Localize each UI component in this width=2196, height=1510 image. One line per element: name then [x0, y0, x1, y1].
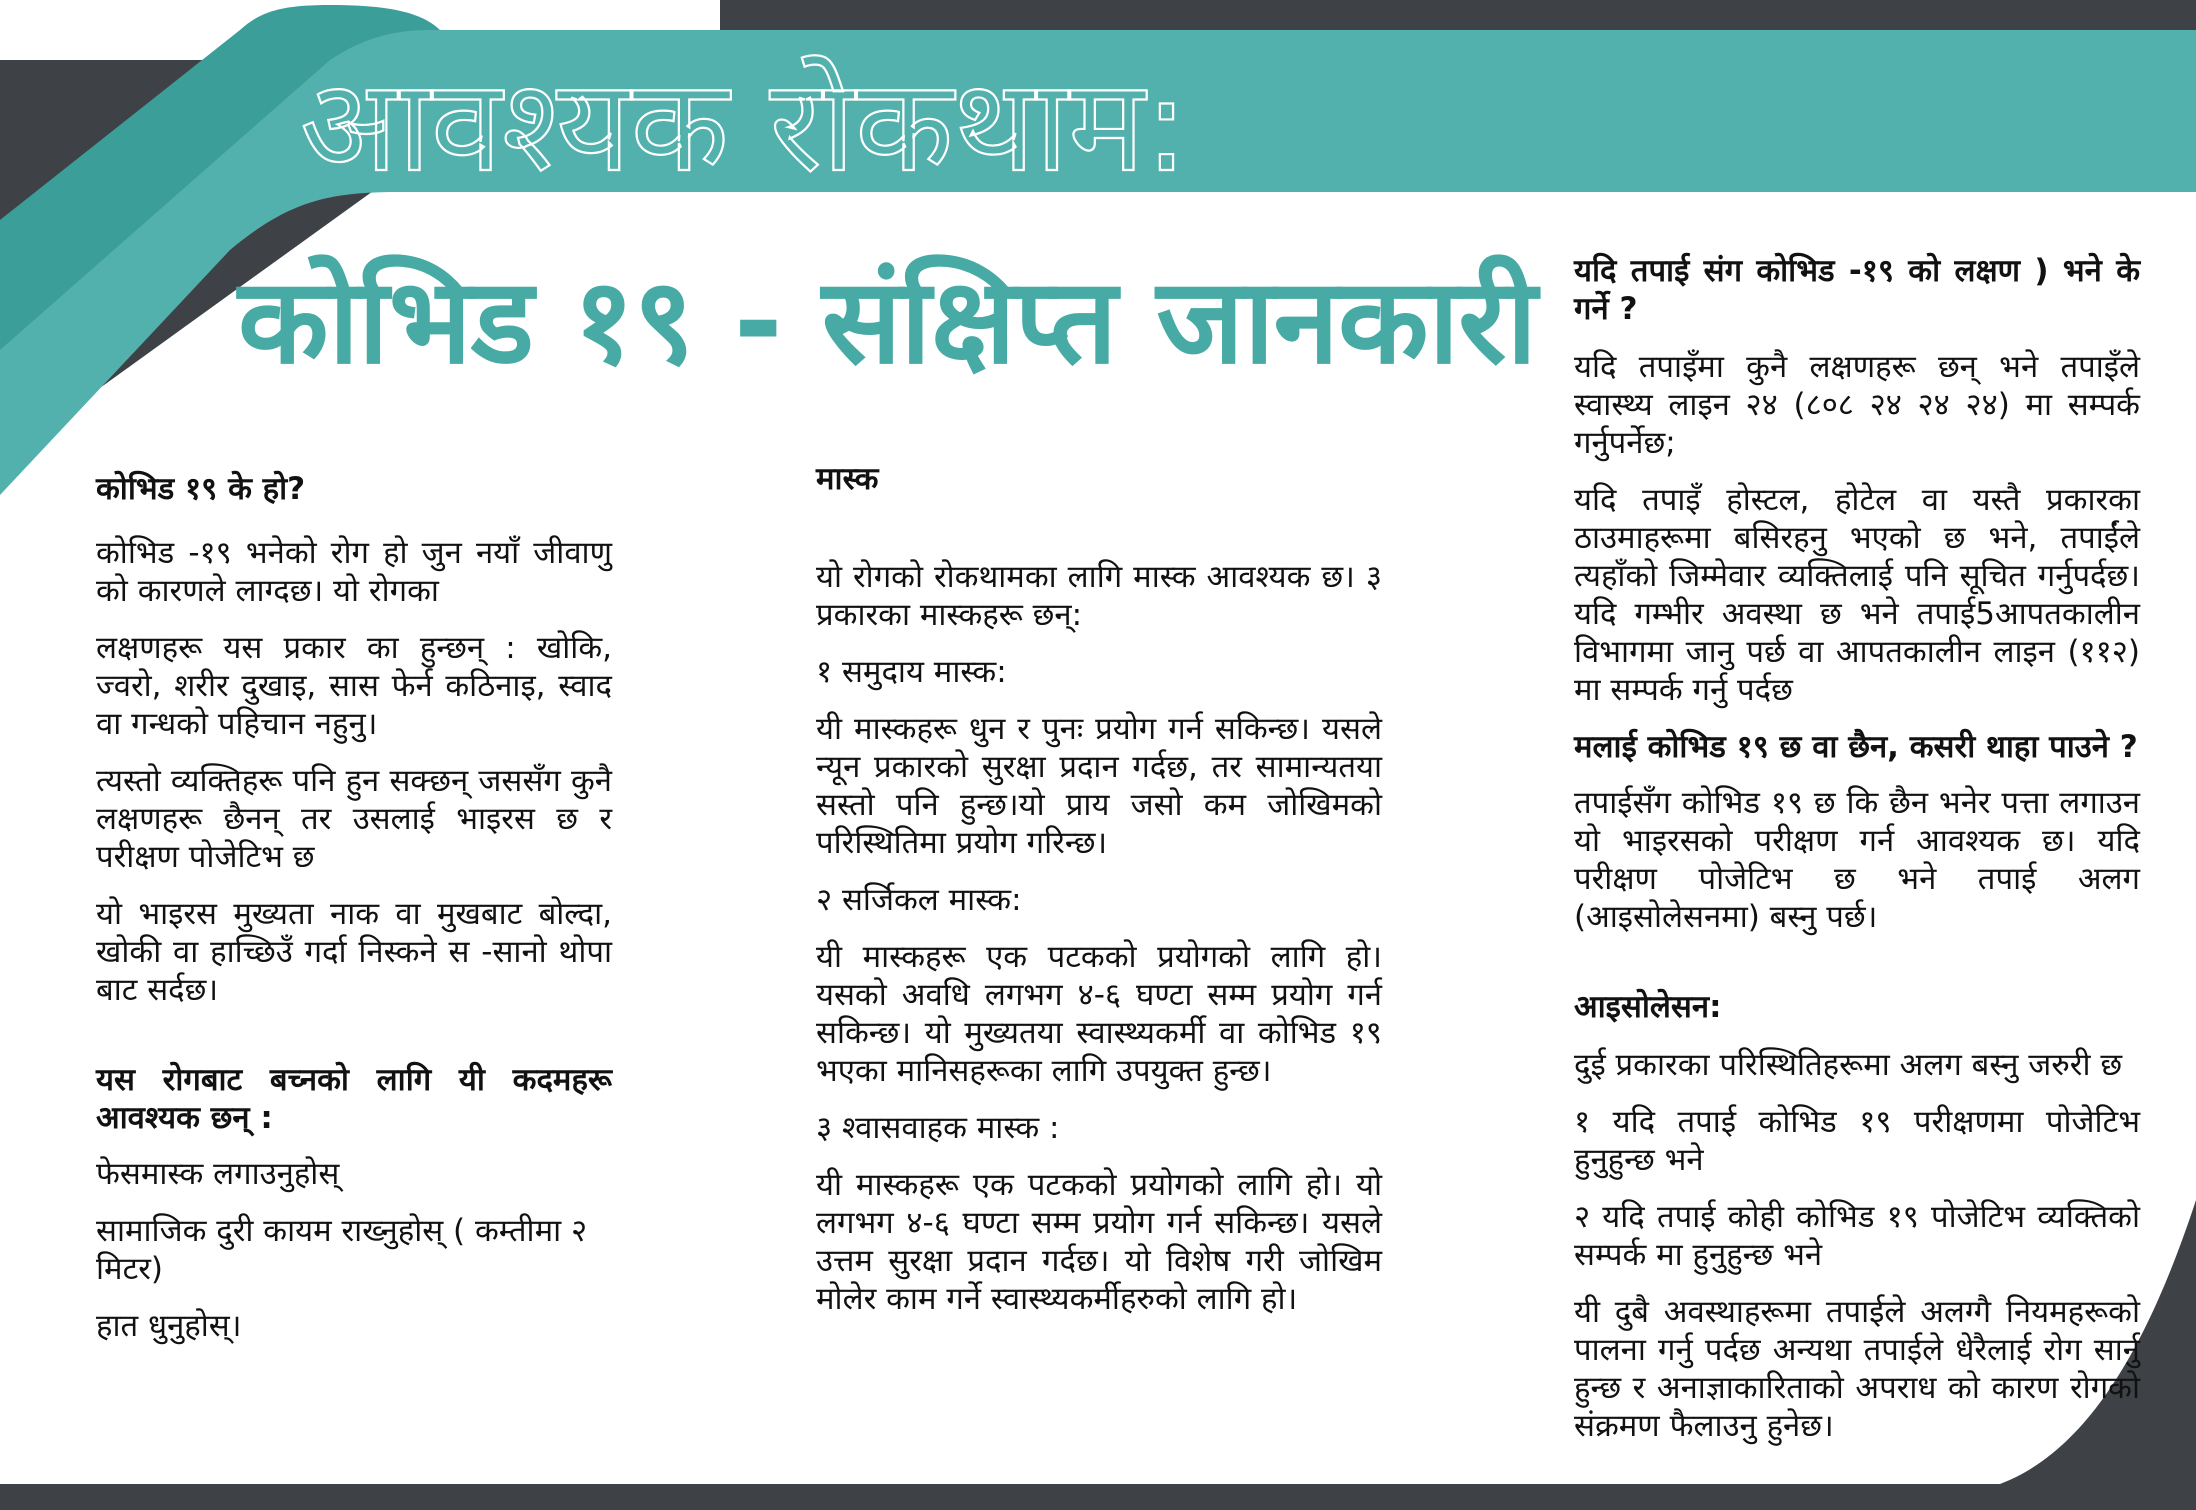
paragraph-isolation-intro: दुई प्रकारका परिस्थितिहरूमा अलग बस्नु जरुरी छ	[1574, 1047, 2123, 1083]
paragraph-asymptomatic: त्यस्तो व्यक्तिहरू पनि हुन सक्छन् जससँग कुनै लक्षणहरू छैनन् तर उसलाई भाइरस छ र परीक्षण पोजेटिभ छ	[96, 763, 612, 875]
paragraph-testing: तपाईसँग कोभिड १९ छ कि छैन भनेर पत्ता लगाउन यो भाइरसको परीक्षण गर्न आवश्यक छ। यदि परीक्षण पोजेटिभ छ भने तपाई अलग (आइसोलेसनमा) बस्नु पर्छ।	[1574, 785, 2140, 935]
paragraph-call-health-line: यदि तपाइँमा कुनै लक्षणहरू छन् भने तपाइँले स्वास्थ्य लाइन २४ (८०८ २४ २४ २४) मा सम्पर्क गर्नुपर्नेछ;	[1574, 349, 2140, 461]
heading-isolation: आइसोलेसन:	[1574, 989, 1722, 1025]
main-title: कोभिड १९ - संक्षिप्त जानकारी	[238, 252, 1537, 390]
paragraph-mask-intro: यो रोगको रोकथामका लागि मास्क आवश्यक छ। ३ प्रकारका मास्कहरू छन्:	[816, 559, 1382, 633]
heading-prevention-steps: यस रोगबाट बच्नको लागि यी कदमहरू आवश्यक छन् :	[96, 1062, 612, 1136]
paragraph-hostel-hotel: यदि तपाइँ होस्टल, होटेल वा यस्तै प्रकारका ठाउमाहरूमा बसिरहनु भएको छ भने, तपाईंले त्यहाँको जिम्मेवार व्यक्तिलाई पनि सूचित गर्नुपर्दछ। यदि गम्भीर अवस्था छ भने तपाई5आपतकालीन विभागमा जानु पर्छ वा आपतकालीन लाइन (११२) मा सम्पर्क गर्नु पर्दछ	[1574, 482, 2140, 708]
outline-title	[300, 38, 1700, 208]
column-masks	[816, 460, 1382, 1337]
paragraph-transmission: यो भाइरस मुख्यता नाक वा मुखबाट बोल्दा, खोकी वा हाच्छिउँ गर्दा निस्कने स -सानो थोपा बाट सर्दछ।	[96, 896, 612, 1008]
paragraph-symptoms: लक्षणहरू यस प्रकार का हुन्छन् : खोकि, ज्वरो, शरीर दुखाइ, सास फेर्न कठिनाइ, स्वाद वा गन्धको पहिचान नहुनु।	[96, 630, 612, 742]
paragraph-isolation-rules: यी दुबै अवस्थाहरूमा तपाईले अलग्गै नियमहरूको पालना गर्नु पर्दछ अन्यथा तपाईले धेरैलाई रोग सार्नु हुन्छ र अनाज्ञाकारिताको अपराध को कारण रोगको संक्रमण फैलाउनु हुनेछ।	[1574, 1294, 2140, 1444]
step-facemask: फेसमास्क लगाउनुहोस्	[96, 1156, 340, 1192]
heading-how-to-know: मलाई कोभिड १९ छ वा छैन, कसरी थाहा पाउने ?	[1574, 729, 2138, 765]
step-handwash: हात धुनुहोस्।	[96, 1308, 242, 1344]
heading-mask: मास्क	[816, 461, 879, 497]
paragraph-respirator-mask: यी मास्कहरू एक पटकको प्रयोगको लागि हो। यो लगभग ४-६ घण्टा सम्म प्रयोग गर्न सकिन्छ। यसले उत्तम सुरक्षा प्रदान गर्दछ। यो विशेष गरी जोखिम मोलेर काम गर्ने स्वास्थ्यकर्मीहरुको लागि हो।	[816, 1167, 1382, 1317]
label-respirator-mask: ३ श्वासवाहक मास्क :	[816, 1110, 1060, 1146]
paragraph-definition: कोभिड -१९ भनेको रोग हो जुन नयाँ जीवाणु को कारणले लाग्दछ। यो रोगका	[96, 535, 612, 609]
isolation-case-positive: १ यदि तपाई कोभिड १९ परीक्षणमा पोजेटिभ हुनुहुन्छ भने	[1574, 1104, 2140, 1178]
svg-text:आवश्यक रोकथाम:: आवश्यक रोकथाम:	[300, 52, 1189, 201]
label-community-mask: १ समुदाय मास्क:	[816, 654, 1007, 690]
heading-if-symptoms: यदि तपाई संग कोभिड -१९ को लक्षण ) भने के गर्ने ?	[1574, 253, 2140, 327]
paragraph-surgical-mask: यी मास्कहरू एक पटकको प्रयोगको लागि हो। यसको अवधि लगभग ४-६ घण्टा सम्म प्रयोग गर्न सकिन्छ। यो मुख्यतया स्वास्थ्यकर्मी वा कोभिड १९ भएका मानिसहरूका लागि उपयुक्त हुन्छ।	[816, 939, 1382, 1089]
heading-what-is-covid: कोभिड १९ के हो?	[96, 471, 306, 507]
label-surgical-mask: २ सर्जिकल मास्क:	[816, 882, 1022, 918]
step-distance: सामाजिक दुरी कायम राख्नुहोस् ( कम्तीमा २ मिटर)	[96, 1213, 588, 1287]
isolation-case-contact: २ यदि तपाई कोही कोभिड १९ पोजेटिभ व्यक्तिको सम्पर्क मा हुनुहुन्छ भने	[1574, 1199, 2140, 1273]
paragraph-community-mask: यी मास्कहरू धुन र पुनः प्रयोग गर्न सकिन्छ। यसले न्यून प्रकारको सुरक्षा प्रदान गर्दछ, तर सामान्यतया सस्तो पनि हुन्छ।यो प्राय जसो कम जोखिमको परिस्थितिमा प्रयोग गरिन्छ।	[816, 711, 1382, 861]
column-what-to-do	[1574, 252, 2140, 1464]
column-covid-info	[96, 470, 612, 1364]
